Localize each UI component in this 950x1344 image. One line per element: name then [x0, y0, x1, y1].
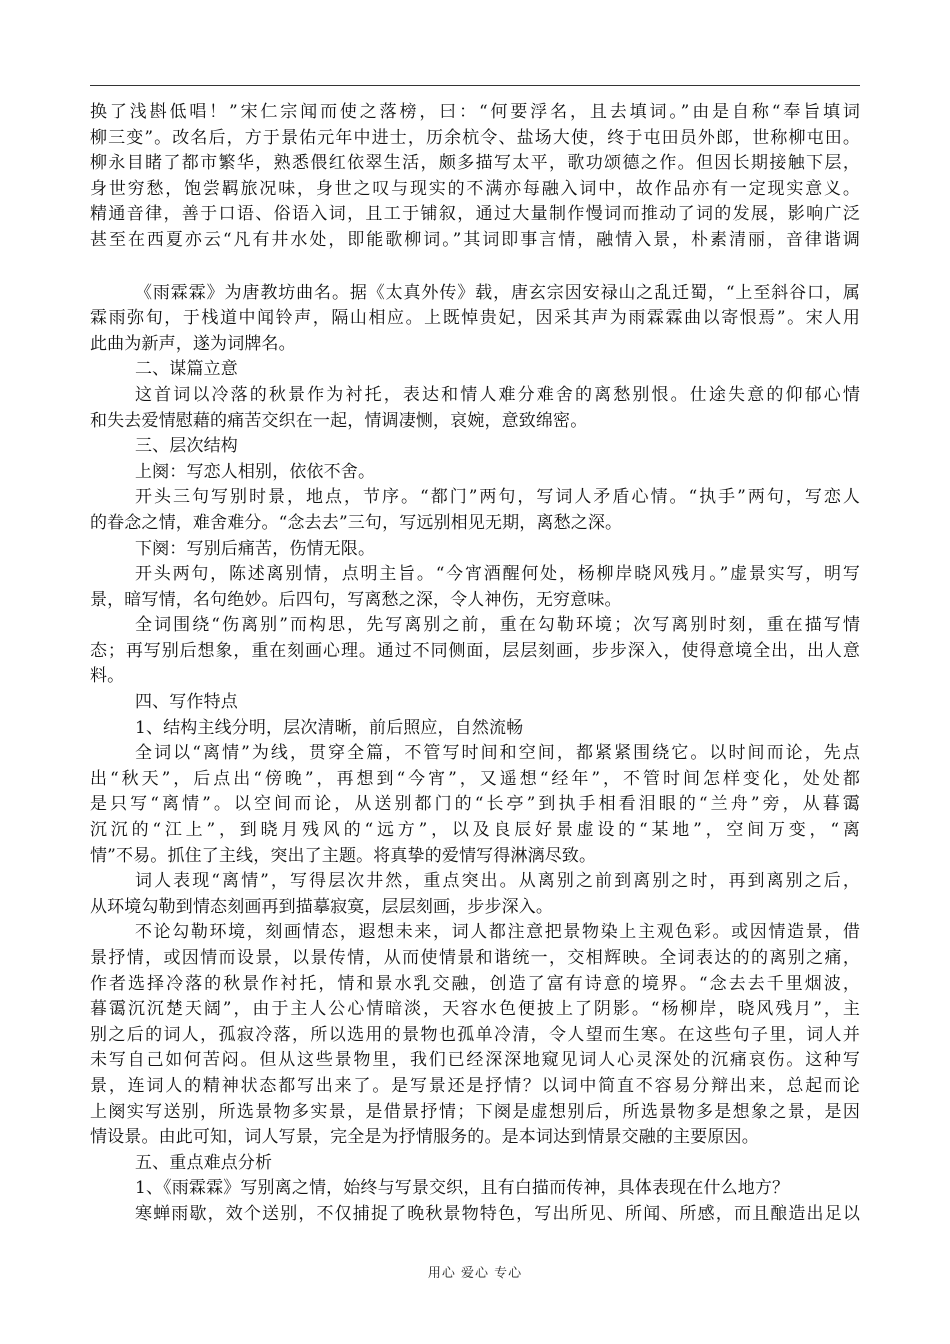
paragraph-gap — [90, 254, 860, 281]
text-line: 二、谋篇立意 — [135, 359, 238, 380]
text-line: 换了浅斟低唱！”宋仁宗闻而使之落榜，曰：“何要浮名，且去填词。”由是自称“奉旨填词 — [90, 102, 860, 122]
section-biography — [90, 100, 860, 254]
text-line: 景，连词人的精神状态都写出来了。是写景还是抒情？以词中简直不容易分辩出来，总起而论 — [90, 1075, 860, 1096]
text-line: 出“秋天”，后点出“傍晚”，再想到“今宵”，又遥想“经年”，不管时间怎样变化，处处都 — [90, 768, 860, 789]
text-line: 景，暗写情，名句绝妙。后四句，写离愁之深，令人神伤，无穷意味。 — [90, 589, 622, 610]
text-line: 开头两句，陈述离别情，点明主旨。“今宵酒醒何处，杨柳岸晓风残月。”虚景实写，明写 — [135, 564, 860, 585]
text-line: 身世穷愁，饱尝羁旅况味，身世之叹与现实的不满亦每融入词中，故作品亦有一定现实意义。 — [90, 178, 860, 199]
text-line: 精通音律，善于口语、俗语入词，且工于铺叙，通过大量制作慢词而推动了词的发展，影响广泛 — [90, 204, 860, 225]
text-line: 和失去爱情慰藉的痛苦交织在一起，情调凄恻，哀婉，意致绵密。 — [90, 410, 588, 431]
text-line: 四、写作特点 — [135, 692, 238, 713]
text-line: 词人表现“离情”，写得层次井然，重点突出。从离别之前到离别之时，再到离别之后， — [135, 871, 860, 892]
text-line: 下阕：写别后痛苦，伤情无限。 — [135, 538, 376, 559]
text-line: 全词围绕“伤离别”而构思，先写离别之前，重在勾勒环境；次写离别时刻，重在描写情 — [135, 615, 860, 636]
header-rule — [90, 85, 860, 86]
section-analysis — [90, 281, 860, 1228]
text-line: 这首词以冷落的秋景作为衬托，表达和情人难分难舍的离愁别恨。仕途失意的仰郁心情 — [135, 384, 860, 405]
text-line: 1、结构主线分明，层次清晰，前后照应，自然流畅 — [135, 717, 524, 738]
text-line: 未写自己如何苦闷。但从这些景物里，我们已经深深地窥见词人心灵深处的沉痛哀伤。这种写 — [90, 1050, 860, 1071]
text-line: 情设景。由此可知，词人写景，完全是为抒情服务的。是本词达到情景交融的主要原因。 — [90, 1127, 759, 1148]
text-line: 1、《雨霖霖》写别离之情，始终与写景交织，且有白描而传神，具体表现在什么地方？ — [135, 1178, 790, 1199]
text-line: 的眷念之情，难舍难分。“念去去”三句，写远别相见无期，离愁之深。 — [90, 512, 623, 533]
text-line: 是只写“离情”。以空间而论，从送别都门的“长亭”到执手相看泪眼的“兰舟”旁，从暮霭 — [90, 794, 860, 815]
text-line: 寒蝉雨歇，效个送别，不仅捕捉了晚秋景物特色，写出所见、所闻、所感，而且酿造出足以 — [135, 1203, 860, 1224]
text-line: 全词以“离情”为线，贯穿全篇，不管写时间和空间，都紧紧围绕它。以时间而论，先点 — [135, 743, 860, 764]
text-line: 别之后的词人，孤寂冷落，所以选用的景物也孤单冷清，令人望而生寒。在这些句子里，词人并 — [90, 1024, 860, 1045]
text-line: 开头三句写别时景，地点，节序。“都门”两句，写词人矛盾心情。“执手”两句，写恋人 — [135, 487, 860, 508]
text-line: 暮霭沉沉楚天阔”，由于主人公心情暗淡，天容水色便披上了阴影。“杨柳岸，晓风残月”，主 — [90, 999, 860, 1020]
document-body — [90, 100, 860, 1228]
text-line: 《雨霖霖》为唐教坊曲名。据《太真外传》载，唐玄宗因安禄山之乱迁蜀，“上至斜谷口，属 — [135, 282, 860, 303]
text-line: 从环境勾勒到情态刻画再到描摹寂寞，层层刻画，步步深入。 — [90, 896, 554, 917]
text-line: 甚至在西夏亦云“凡有井水处，即能歌柳词。”其词即事言情，融情入景，朴素清丽，音律谐调 — [90, 229, 860, 250]
text-line: 霖雨弥旬，于栈道中闻铃声，隔山相应。上既悼贵妃，因采其声为雨霖霖曲以寄恨焉”。宋人用 — [90, 308, 860, 329]
text-line: 沉沉的“江上”，到晓月残风的“远方”，以及良辰好景虚设的“某地”，空间万变，“离 — [90, 820, 860, 841]
page-footer: 用心 爱心 专心 — [427, 1266, 523, 1281]
text-line: 上阕实写送别，所选景物多实景，是借景抒情；下阕是虚想别后，所选景物多是想象之景，是因 — [90, 1101, 860, 1122]
text-line: 作者选择冷落的秋景作衬托，情和景水乳交融，创造了富有诗意的境界。“念去去千里烟波， — [90, 973, 860, 994]
text-line: 态；再写别后想象，重在刻画心理。通过不同侧面，层层刻画，步步深入，使得意境全出，出人意 — [90, 640, 860, 661]
text-line: 料。 — [90, 666, 125, 687]
text-line: 不论勾勒环境，刻画情态，遐想未来，词人都注意把景物染上主观色彩。或因情造景，借 — [135, 922, 860, 943]
text-line: 柳三变”。改名后，方于景佑元年中进士，历余杭令、盐场大使，终于屯田员外郎，世称柳屯田。 — [90, 127, 860, 148]
text-line: 景抒情，或因情而设景，以景传情，从而使情景和谐统一，交相辉映。全词表达的的离别之痛， — [90, 948, 860, 968]
text-line: 此曲为新声，遂为词牌名。 — [90, 333, 296, 354]
text-line: 柳永目睹了都市繁华，熟悉偎红依翠生活，颇多描写太平，歌功颂德之作。但因长期接触下层， — [90, 153, 860, 174]
text-line: 三、层次结构 — [135, 436, 238, 457]
text-line: 五、重点难点分析 — [135, 1152, 273, 1173]
text-line: 情”不易。抓住了主线，突出了主题。将真挚的爱情写得淋漓尽致。 — [90, 845, 597, 866]
text-line: 上阕：写恋人相别，依依不舍。 — [135, 461, 376, 482]
